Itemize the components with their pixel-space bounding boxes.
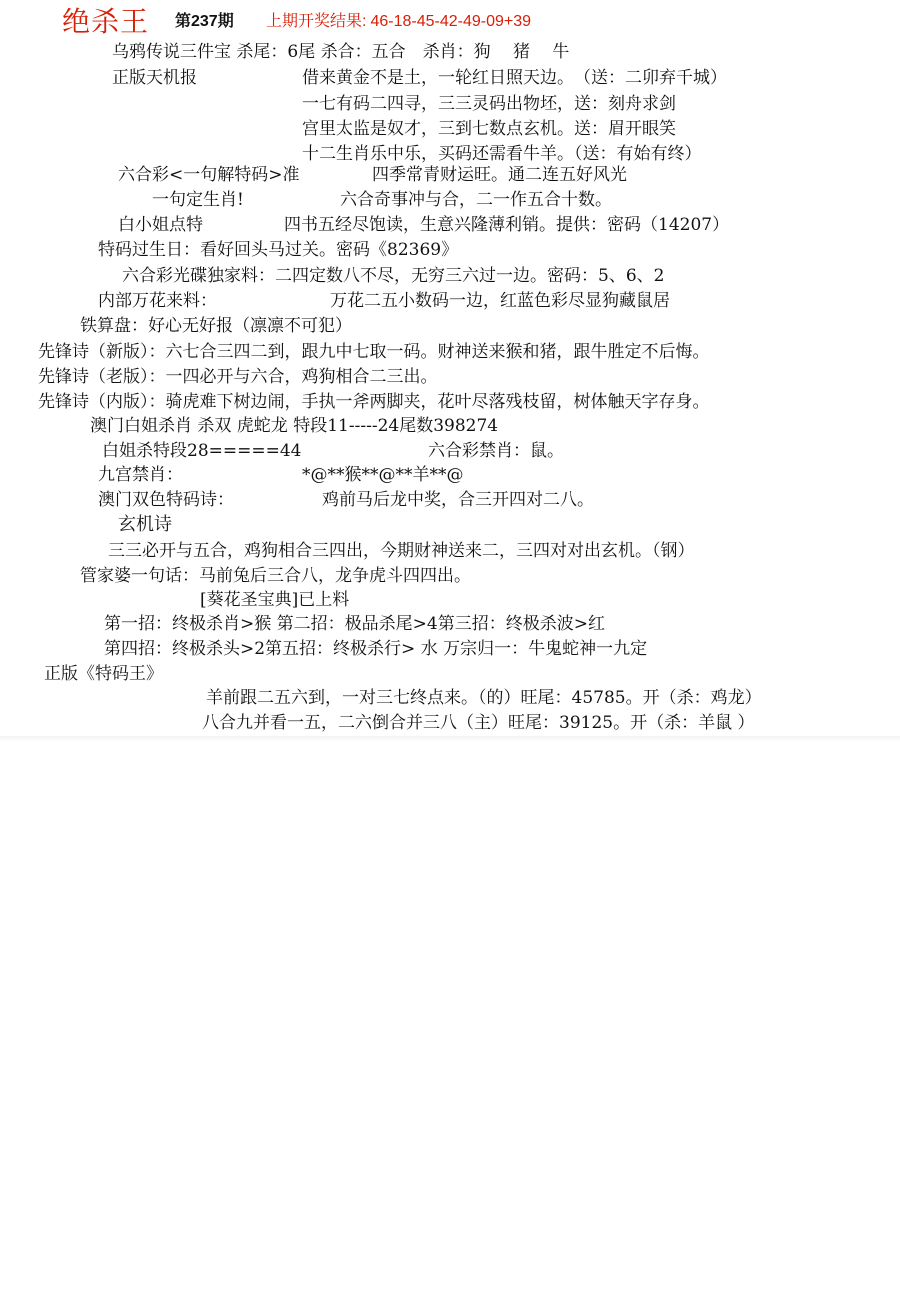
line-text: 六合奇事冲与合，二一作五合十数。 xyxy=(340,190,612,210)
text-line xyxy=(0,463,900,487)
text-line xyxy=(122,264,664,288)
text-line xyxy=(80,564,471,588)
line-text: 借来黄金不是土，一轮红日照天边。 （送：二卯弃千城） xyxy=(302,68,727,88)
text-line xyxy=(0,488,900,512)
line-text: 乌鸦传说三件宝 杀尾：6尾 杀合：五合 杀肖：狗 猪 牛 xyxy=(112,42,570,62)
page-bottom-edge xyxy=(0,736,900,742)
text-line xyxy=(104,612,605,636)
results-numbers: 46-18-45-42-49-09+39 xyxy=(370,13,532,30)
text-line xyxy=(118,513,172,537)
line-text: 第一招：终极杀肖>猴 第二招：极品杀尾>4第三招：终极杀波>红 xyxy=(104,614,605,634)
line-text: 四书五经尽饱读，生意兴隆薄利销。提供：密码（14207） xyxy=(284,215,730,235)
line-text: 六合彩光碟独家料：二四定数八不尽，无穷三六过一边。密码：5、6、2 xyxy=(122,266,665,286)
line-label: 正版天机报 xyxy=(112,68,197,88)
line-text: 管家婆一句话：马前兔后三合八，龙争虎斗四四出。 xyxy=(80,566,471,586)
line-text: 十二生肖乐中乐，买码还需看牛羊。（送：有始有终） xyxy=(302,144,702,164)
line-text: 鸡前马后龙中奖，合三开四对二八。 xyxy=(322,490,594,510)
line-label: 澳门双色特码诗： xyxy=(98,490,234,510)
line-text: 四季常青财运旺。通二连五好风光 xyxy=(372,165,627,185)
line-text: 澳门白姐杀肖 杀双 虎蛇龙 特段11-----24尾数398274 xyxy=(90,416,499,436)
text-line xyxy=(202,711,754,735)
text-line xyxy=(302,92,676,116)
text-line xyxy=(38,365,438,389)
line-label: 六合彩<一句解特码>准 xyxy=(118,165,300,185)
text-line xyxy=(0,188,900,212)
text-line xyxy=(104,637,647,661)
text-line xyxy=(38,340,710,364)
line-label: 内部万花来料： xyxy=(98,291,217,311)
line-text: 三三必开与五合，鸡狗相合三四出，今期财神送来二，三四对对出玄机。（钢） xyxy=(108,541,695,561)
line-text: 羊前跟二五六到，一对三七终点来。（的）旺尾：45785。开（杀：鸡龙） xyxy=(206,688,762,708)
line-text: 一七有码二四寻，三三灵码出物坯，送：刻舟求剑 xyxy=(302,94,676,114)
text-line xyxy=(0,289,900,313)
text-line xyxy=(90,414,498,438)
text-line xyxy=(0,163,900,187)
section-title: 玄机诗 xyxy=(118,514,172,535)
text-line xyxy=(206,686,762,710)
results-label: 上期开奖结果: xyxy=(266,13,367,30)
line-text: *@**猴**@**羊**@ xyxy=(302,465,464,485)
line-text: 特码过生日：看好回头马过关。密码《82369》 xyxy=(98,240,459,260)
text-line xyxy=(112,40,569,64)
text-line xyxy=(108,539,695,563)
line-label: 白小姐点特 xyxy=(118,215,203,235)
section-title: [葵花圣宝典]已上料 xyxy=(200,590,350,610)
line-text: 先锋诗（老版）：一四必开与六合，鸡狗相合二三出。 xyxy=(38,367,438,387)
text-line xyxy=(0,439,900,463)
line-label: 白姐杀特段28=====44 xyxy=(102,441,302,461)
issue-number: 第237期 xyxy=(175,13,234,30)
line-text: 八合九并看一五，二六倒合并三八（主）旺尾：39125。开（杀：羊鼠 ） xyxy=(202,713,755,733)
text-line xyxy=(98,238,458,262)
text-line xyxy=(200,588,349,612)
text-line xyxy=(80,314,352,338)
text-line xyxy=(0,66,900,90)
line-text: 先锋诗（内版）：骑虎难下树边闹，手执一斧两脚夹，花叶尽落残枝留，树体触天字存身。 xyxy=(38,392,710,412)
line-text: 先锋诗（新版）：六七合三四二到，跟九中七取一码。财神送来猴和猪，跟牛胜定不后悔。 xyxy=(38,342,710,362)
line-label: 九宫禁肖： xyxy=(98,465,183,485)
line-text: 第四招：终极杀头>2第五招：终极杀行> 水 万宗归一：牛鬼蛇神一九定 xyxy=(104,639,648,659)
text-line xyxy=(0,213,900,237)
header-bar xyxy=(0,0,900,40)
previous-results xyxy=(266,8,531,31)
line-text: 万花二五小数码一边，红蓝色彩尽显狗藏鼠居 xyxy=(330,291,670,311)
text-line xyxy=(44,662,163,686)
logo-title: 绝杀王 xyxy=(62,5,150,38)
text-line xyxy=(38,390,710,414)
line-text: 铁算盘：好心无好报（凛凛不可犯） xyxy=(80,316,352,336)
text-line xyxy=(302,117,676,141)
line-text: 六合彩禁肖：鼠。 xyxy=(428,441,564,461)
line-text: 宫里太监是奴才，三到七数点玄机。送：眉开眼笑 xyxy=(302,119,676,139)
section-title: 正版《特码王》 xyxy=(44,664,163,684)
line-label: 一句定生肖! xyxy=(152,190,244,210)
